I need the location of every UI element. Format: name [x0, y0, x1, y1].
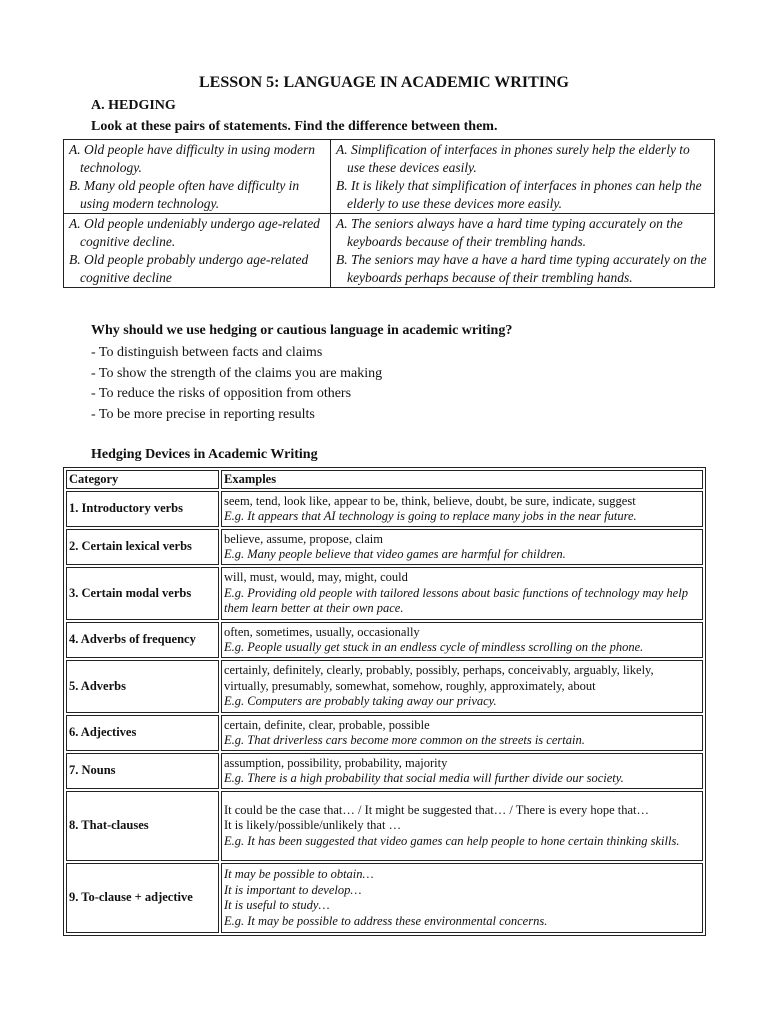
why-hedging-question: Why should we use hedging or cautious language in academic writing?: [91, 323, 513, 338]
table-row: [66, 660, 703, 713]
statement-line: B. Many old people often have difficulty in using modern technology.: [69, 178, 300, 211]
table-row: [66, 622, 703, 658]
example-sentence: E.g. People usually get stuck in an endless cycle of mindless scrolling on the phone.: [224, 640, 644, 654]
reason-item: - To be more precise in reporting results: [91, 406, 315, 422]
examples-cell: [221, 622, 703, 658]
table-row: [66, 863, 703, 933]
category-cell: 1. Introductory verbs: [66, 491, 219, 527]
examples-cell: [221, 791, 703, 861]
section-heading-hedging: A. HEDGING: [91, 98, 176, 113]
pairs-cell: [331, 140, 715, 214]
table-row: [66, 753, 703, 789]
statement-line: A. The seniors always have a hard time typing accurately on the keyboards because of their trembling hands.: [336, 216, 683, 249]
category-cell: 7. Nouns: [66, 753, 219, 789]
pairs-cell: [331, 214, 715, 288]
examples-header: Examples: [221, 470, 703, 489]
devices-table-title: Hedging Devices in Academic Writing: [91, 447, 318, 462]
table-row: [66, 715, 703, 751]
reasons-list: [91, 343, 382, 425]
hedging-words: certainly, definitely, clearly, probably, possibly, perhaps, conceivably, arguably, likely, virtually, presumably, somewhat, somehow, roughly, approximately, about: [224, 663, 654, 693]
hedging-phrase: It is useful to study…: [224, 898, 330, 912]
example-sentence: E.g. It may be possible to address these environmental concerns.: [224, 913, 548, 928]
example-sentence: E.g. It has been suggested that video games can help people to hone certain thinking skills.: [224, 833, 680, 848]
hedging-devices-table: [63, 467, 706, 936]
hedging-words: often, sometimes, usually, occasionally: [224, 624, 420, 639]
pairs-row: [64, 140, 715, 214]
pairs-cell: [64, 140, 331, 214]
reason-item: - To show the strength of the claims you are making: [91, 365, 383, 381]
example-sentence: E.g. Computers are probably taking away our privacy.: [224, 694, 497, 709]
table-row: [66, 491, 703, 527]
category-cell: 6. Adjectives: [66, 715, 219, 751]
table-row: [66, 567, 703, 620]
hedging-words: believe, assume, propose, claim: [224, 531, 383, 546]
examples-cell: [221, 660, 703, 713]
example-sentence: E.g. It appears that AI technology is going to replace many jobs in the near future.: [224, 509, 637, 523]
hedging-words: assumption, possibility, probability, majority: [224, 755, 448, 770]
hedging-words: will, must, would, may, might, could: [224, 570, 408, 585]
category-cell: 8. That-clauses: [66, 791, 219, 861]
statement-line: A. Old people undeniably undergo age-related cognitive decline.: [69, 216, 320, 249]
statement-line: A. Simplification of interfaces in phones surely help the elderly to use these devices easily.: [336, 142, 690, 175]
category-cell: 5. Adverbs: [66, 660, 219, 713]
reason-item: - To reduce the risks of opposition from others: [91, 386, 352, 401]
category-cell: 4. Adverbs of frequency: [66, 622, 219, 658]
example-sentence: E.g. Providing old people with tailored lessons about basic functions of technology may help them learn better at their own pace.: [224, 585, 688, 616]
category-cell: 3. Certain modal verbs: [66, 567, 219, 620]
example-sentence: E.g. That driverless cars become more common on the streets is certain.: [224, 733, 585, 747]
reason-item: - To distinguish between facts and claims: [91, 345, 323, 360]
hedging-words: seem, tend, look like, appear to be, think, believe, doubt, be sure, indicate, suggest: [224, 493, 636, 508]
category-cell: 9. To-clause + adjective: [66, 863, 219, 933]
examples-cell: [221, 715, 703, 751]
examples-cell: [221, 529, 703, 565]
example-sentence: E.g. Many people believe that video games are harmful for children.: [224, 547, 566, 561]
pairs-cell: [64, 214, 331, 288]
category-header: Category: [66, 470, 219, 489]
examples-cell: [221, 491, 703, 527]
hedging-phrase: It may be possible to obtain…: [224, 867, 374, 881]
statement-line: B. Old people probably undergo age-related cognitive decline: [69, 252, 309, 285]
examples-cell: [221, 567, 703, 620]
table-row: [66, 529, 703, 565]
hedging-words: certain, definite, clear, probable, possible: [224, 717, 430, 732]
pairs-row: [64, 214, 715, 288]
lesson-title: LESSON 5: LANGUAGE IN ACADEMIC WRITING: [199, 74, 569, 91]
hedging-words: It is likely/possible/unlikely that …: [224, 818, 402, 833]
statement-line: B. It is likely that simplification of interfaces in phones can help the elderly to use these devices more easily.: [336, 178, 702, 211]
devices-table-body: [66, 491, 703, 933]
hedging-phrase: It is important to develop…: [224, 882, 362, 897]
examples-cell: [221, 753, 703, 789]
examples-cell: [221, 863, 703, 933]
table-row: [66, 791, 703, 861]
example-sentence: E.g. There is a high probability that social media will further divide our society.: [224, 771, 624, 785]
instruction-text: Look at these pairs of statements. Find the difference between them.: [91, 119, 498, 134]
statement-pairs-table: [63, 139, 715, 288]
table-header-row: [66, 470, 703, 489]
statement-line: A. Old people have difficulty in using modern technology.: [69, 142, 315, 175]
category-cell: 2. Certain lexical verbs: [66, 529, 219, 565]
hedging-words: It could be the case that… / It might be suggested that… / There is every hope that…: [224, 802, 649, 817]
statement-line: B. The seniors may have a have a hard time typing accurately on the keyboards perhaps because of their trembling hands.: [336, 252, 707, 285]
